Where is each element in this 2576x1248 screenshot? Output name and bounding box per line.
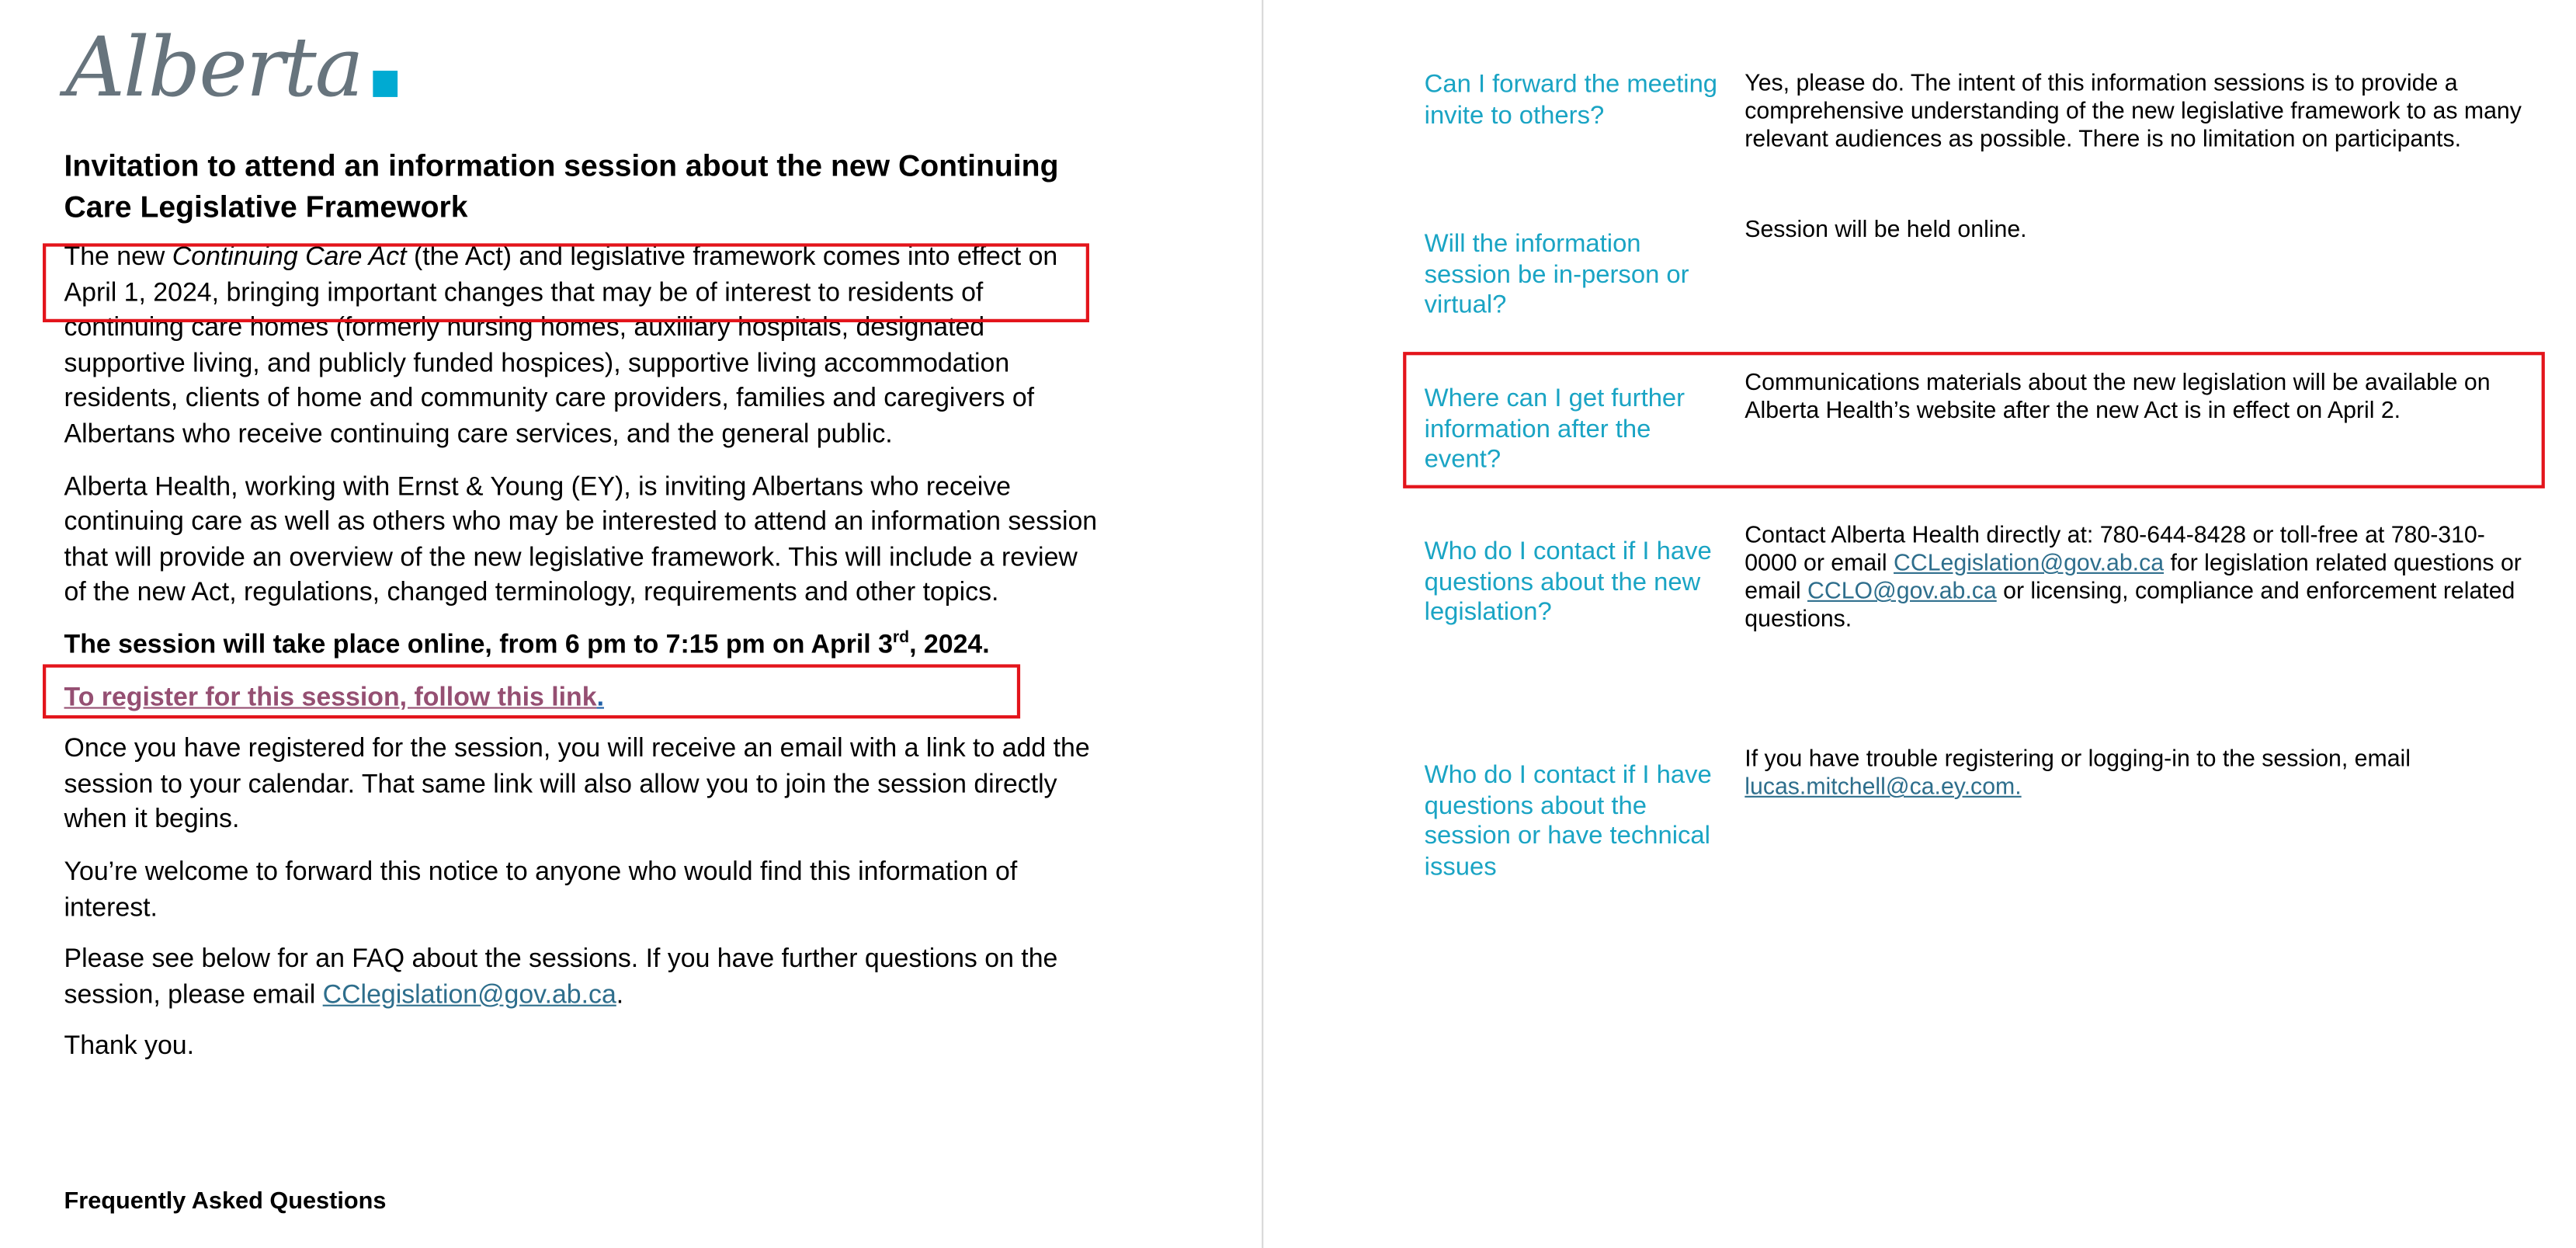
faq-question: Who do I contact if I have questions about the new legislation? <box>1424 537 1712 627</box>
alberta-wordmark: Alberta <box>65 19 363 116</box>
faq-answer-text: for legislation related questions or email <box>1745 551 2522 606</box>
faq-question: Can I forward the meeting invite to others? <box>1424 71 1718 130</box>
act-name: Continuing Care Act <box>172 243 407 272</box>
contact-email-link[interactable]: CClegislation@gov.ab.ca <box>322 981 616 1010</box>
faq-reference-period: . <box>616 981 624 1010</box>
intro-text-start: The new <box>64 243 172 272</box>
page-divider <box>1262 0 1263 1248</box>
faq-answer-text: Contact Alberta Health directly at: 780-644-8428 or toll-free at 780-310-0000 or email <box>1745 523 2485 578</box>
ey-contact-email-link[interactable]: lucas.mitchell@ca.ey.com. <box>1745 774 2022 801</box>
faq-answer-text: If you have trouble registering or logging-in to the session, email <box>1745 746 2411 773</box>
faq-question: Where can I get further information after the event? <box>1424 384 1686 475</box>
legislation-email-link[interactable]: CCLegislation@gov.ab.ca <box>1894 551 2165 578</box>
session-details <box>64 628 1099 664</box>
faq-reference <box>64 942 1099 1013</box>
faq-heading: Frequently Asked Questions <box>64 1188 387 1215</box>
session-year: , 2024. <box>909 631 990 659</box>
faq-answer <box>1745 523 2536 634</box>
cclo-email-link[interactable]: CCLO@gov.ab.ca <box>1807 579 1997 606</box>
alberta-logo-mark <box>373 71 398 97</box>
faq-answer <box>1745 746 2536 802</box>
highlight-box-further-info <box>1403 352 2545 488</box>
invitation-paragraph: Alberta Health, working with Ernst & Young (EY), is inviting Albertans who receive continuing care as well as others who may be interested to attend an information session that will provide an overview of the new legislative framework. This will include a review of the new Act, regulations, changed terminology, requirements and other topics. <box>64 472 1098 608</box>
closing-thanks: Thank you. <box>64 1033 195 1062</box>
alberta-logo <box>66 16 411 131</box>
highlight-box-session-time <box>43 664 1020 718</box>
session-text: The session will take place online, from 6 pm to 7:15 pm on April 3 <box>64 631 893 659</box>
faq-answer: Communications materials about the new legislation will be available on Alberta Health’s website after the new Act is in effect on April 2. <box>1745 370 2491 425</box>
intro-text-rest: (the Act) and legislative framework comes into effect on April 1, 2024, bringing important changes that may be of interest to residents of continuing care homes (formerly nursing homes, auxiliary hospitals, designated supportive living, and publicly funded hospices), supportive living accommodation residents, clients of home and community care providers, families and caregivers of Albertans who receive continuing care services, and the general public. <box>64 243 1058 449</box>
faq-question: Will the information session be in-person or virtual? <box>1424 230 1689 320</box>
invitation-title: Invitation to attend an information session about the new Continuing Care Legislative Framework <box>64 148 1059 224</box>
forward-notice: You’re welcome to forward this notice to anyone who would find this information of interest. <box>64 858 1018 922</box>
faq-question: Who do I contact if I have questions about the session or have technical issues <box>1424 761 1712 882</box>
highlight-box-effective-date <box>43 243 1089 322</box>
faq-answer-text: or licensing, compliance and enforcement related questions. <box>1745 579 2515 634</box>
register-link[interactable]: To register for this session, follow this link <box>64 683 597 711</box>
register-link-period: . <box>596 683 604 711</box>
registration-info: Once you have registered for the session, you will receive an email with a link to add the session to your calendar. That same link will also allow you to join the session directly when it begins. <box>64 735 1090 835</box>
faq-answer: Session will be held online. <box>1745 217 2027 244</box>
session-date-suffix: rd <box>892 629 910 648</box>
faq-reference-text: Please see below for an FAQ about the sessions. If you have further questions on the session, please email <box>64 945 1058 1010</box>
faq-answer: Yes, please do. The intent of this information sessions is to provide a comprehensive understanding of the new legislative framework to as many relevant audiences as possible. There is no limitation on participants. <box>1745 71 2522 153</box>
